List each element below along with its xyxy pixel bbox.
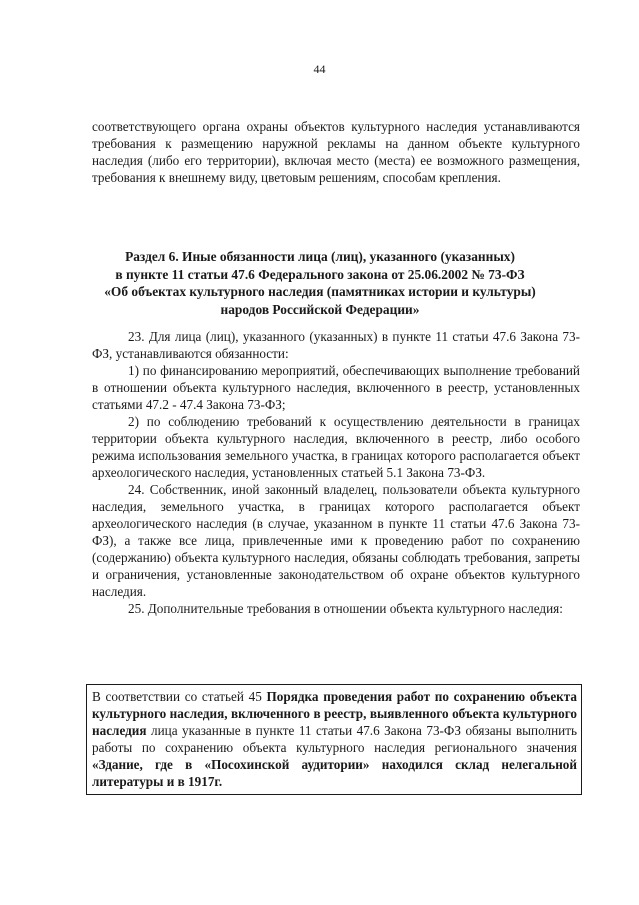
intro-paragraph: соответствующего органа охраны объектов культурного наследия устанавливаются требования к размещению наружной рекламы на данном объекте культурного наследия (либо его территории), включая место (места) ее возможного размещения, требования к внешнему виду, цветовым решениям, способам крепления. [92, 119, 580, 185]
section-heading-line-1: Раздел 6. Иные обязанности лица (лиц), указанного (указанных) [125, 249, 515, 264]
additional-requirements-box [86, 684, 582, 795]
intro-paragraph-block [92, 118, 580, 186]
section-heading-line-3: «Об объектах культурного наследия (памятниках истории и культуры) [104, 284, 536, 299]
box-text-part-2-bold: Порядка проведения работ по сохранению объекта культурного наследия, включенного в реестр, выявленного объекта культурного наследия [92, 689, 577, 738]
page-number: 44 [313, 62, 326, 76]
box-text-part-1: В соответствии со статьей 45 [92, 689, 267, 704]
section-heading-line-4: народов Российской Федерации» [220, 301, 420, 317]
section-heading [80, 248, 560, 318]
paragraph-23: 23. Для лица (лиц), указанного (указанных) в пункте 11 статьи 47.6 Закона 73-ФЗ, устанавливаются обязанности: [92, 329, 580, 361]
paragraph-24: 24. Собственник, иной законный владелец, пользователи объекта культурного наследия, земельного участка, в границах которого располагается объект археологического наследия (в случае, указанном в пункте 11 статьи 47.6 Закона 73-ФЗ), а также все лица, привлеченные ими к проведению работ по сохранению (содержанию) объекта культурного наследия, обязаны соблюдать требования, запреты и ограничения, установленные законодательством об охране объектов культурного наследия. [92, 482, 580, 599]
box-text-part-3: лица указанные в пункте 11 статьи 47.6 Закона 73-ФЗ обязаны выполнить работы по сохранению объекта культурного наследия регионального значения [92, 723, 577, 755]
section-heading-line-2: в пункте 11 статьи 47.6 Федерального закона от 25.06.2002 № 73-ФЗ [115, 266, 525, 282]
paragraph-25: 25. Дополнительные требования в отношении объекта культурного наследия: [128, 601, 563, 616]
section-body [92, 328, 580, 617]
paragraph-23-item-2: 2) по соблюдению требований к осуществлению деятельности в границах территории объекта культурного наследия, включенного в реестр, либо особого режима использования земельного участка, в границах которого располагается объект археологического наследия, установленных статьей 5.1 Закона 73-ФЗ. [92, 414, 580, 480]
paragraph-23-item-1: 1) по финансированию мероприятий, обеспечивающих выполнение требований в отношении объекта культурного наследия, включенного в реестр, установленных статьями 47.2 - 47.4 Закона 73-ФЗ; [92, 363, 580, 412]
box-text-part-4-bold: «Здание, где в «Посохинской аудитории» находился склад нелегальной литературы и в 1917г. [92, 757, 577, 789]
